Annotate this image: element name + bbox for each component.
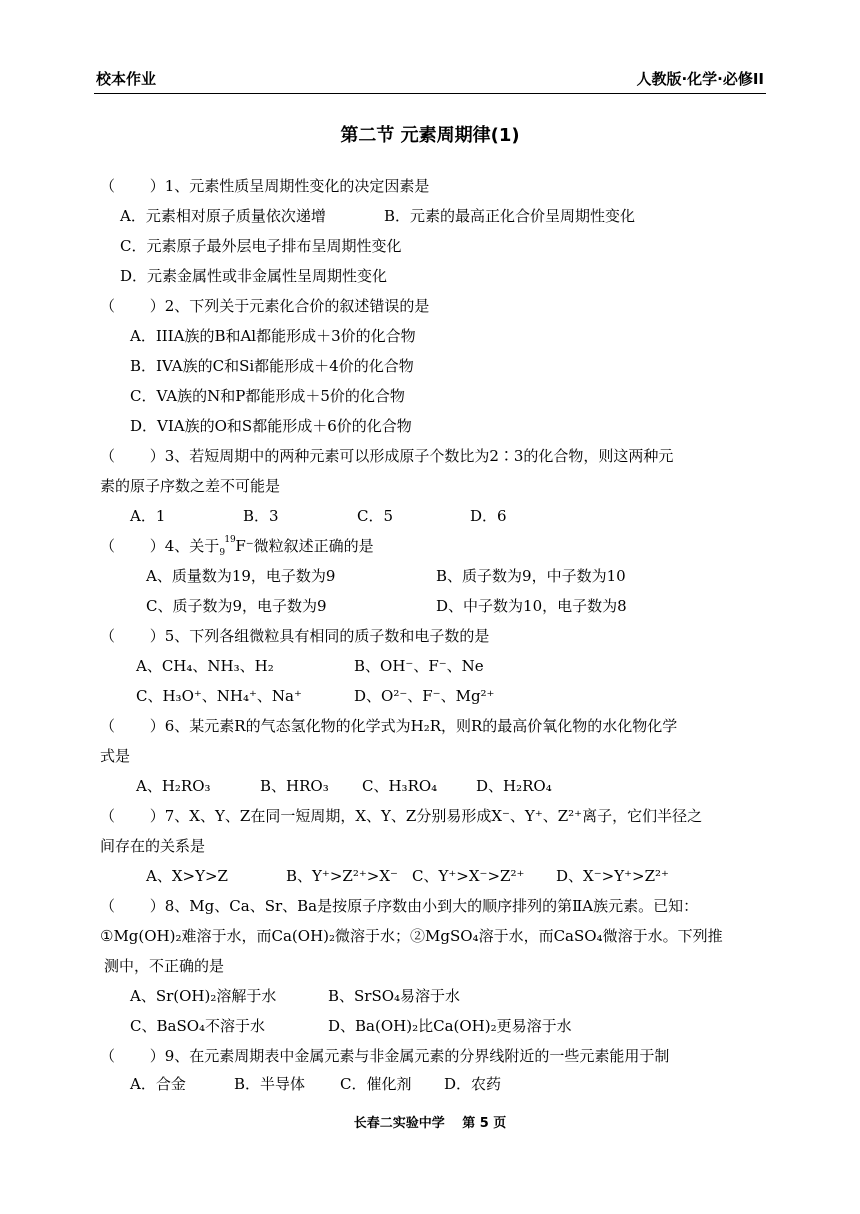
q4-atomic-number: 9 — [219, 548, 226, 558]
q1-option-b: B．元素的最高正化合价呈周期性变化 — [384, 207, 636, 225]
q2-option-b: B．IVA族的C和Si都能形成＋4价的化合物 — [130, 357, 414, 375]
q7-option-a: A、X>Y>Z — [146, 867, 228, 885]
q6-option-b: B、HRO₃ — [260, 777, 329, 795]
q4-option-d: D、中子数为10，电子数为8 — [436, 597, 627, 615]
q7-option-b: B、Y⁺>Z²⁺>X⁻ — [286, 867, 398, 885]
q6-option-a: A、H₂RO₃ — [136, 777, 211, 795]
q9-option-d: D．农药 — [444, 1075, 502, 1093]
q9-option-a: A．合金 — [130, 1075, 186, 1093]
q1-option-c: C．元素原子最外层电子排布呈周期性变化 — [120, 237, 402, 255]
q8-stem-line3: 测中，不正确的是 — [104, 957, 225, 975]
q9-option-b: B．半导体 — [234, 1075, 306, 1093]
q9-option-c: C．催化剂 — [340, 1075, 412, 1093]
q5-option-c: C、H₃O⁺、NH₄⁺、Na⁺ — [136, 687, 302, 705]
q3-option-b: B．3 — [243, 507, 279, 525]
q3-option-c: C．5 — [357, 507, 394, 525]
q8-option-a: A、Sr(OH)₂溶解于水 — [130, 987, 277, 1005]
page-title: 第二节 元素周期律(1) — [340, 125, 520, 146]
q3-stem-line2: 素的原子序数之差不可能是 — [100, 477, 281, 495]
q5-option-b: B、OH⁻、F⁻、Ne — [354, 657, 484, 675]
q2-stem: （ ）2、下列关于元素化合价的叙述错误的是 — [100, 297, 430, 315]
q3-option-a: A．1 — [130, 507, 166, 525]
q2-option-d: D．VIA族的O和S都能形成＋6价的化合物 — [130, 417, 412, 435]
q9-stem: （ ）9、在元素周期表中金属元素与非金属元素的分界线附近的一些元素能用于制 — [100, 1047, 670, 1065]
q3-option-d: D．6 — [470, 507, 507, 525]
q8-option-b: B、SrSO₄易溶于水 — [328, 987, 461, 1005]
q2-option-c: C．VA族的N和P都能形成＋5价的化合物 — [130, 387, 405, 405]
q7-option-c: C、Y⁺>X⁻>Z²⁺ — [412, 867, 525, 885]
header-left: 校本作业 — [96, 70, 157, 88]
q1-option-d: D．元素金属性或非金属性呈周期性变化 — [120, 267, 388, 285]
q4-option-c: C、质子数为9，电子数为9 — [146, 597, 327, 615]
header-divider — [94, 93, 766, 94]
q8-option-c: C、BaSO₄不溶于水 — [130, 1017, 266, 1035]
q7-stem-line1: （ ）7、X、Y、Z在同一短周期，X、Y、Z分别易形成X⁻、Y⁺、Z²⁺离子，它们半径之 — [100, 807, 703, 825]
q8-stem-line2: ①Mg(OH)₂难溶于水，而Ca(OH)₂微溶于水；②MgSO₄溶于水，而CaSO₄微溶于水。下列推 — [100, 927, 723, 945]
header-right: 人教版·化学·必修II — [636, 70, 764, 88]
q5-option-d: D、O²⁻、F⁻、Mg²⁺ — [354, 687, 495, 705]
q6-option-c: C、H₃RO₄ — [362, 777, 438, 795]
q4-mass-number: 19 — [224, 535, 236, 545]
q1-stem: （ ）1、元素性质呈周期性变化的决定因素是 — [100, 177, 430, 195]
q4-option-b: B、质子数为9，中子数为10 — [436, 567, 626, 585]
q7-option-d: D、X⁻>Y⁺>Z²⁺ — [556, 867, 669, 885]
q2-option-a: A．IIIA族的B和Al都能形成＋3价的化合物 — [130, 327, 416, 345]
q1-option-a: A．元素相对原子质量依次递增 — [120, 207, 326, 225]
q4-stem: （ ）4、关于 19 9 F⁻微粒叙述正确的是 — [100, 536, 374, 556]
q6-option-d: D、H₂RO₄ — [476, 777, 552, 795]
q7-stem-line2: 间存在的关系是 — [100, 837, 206, 855]
q8-stem-line1: （ ）8、Mg、Ca、Sr、Ba是按原子序数由小到大的顺序排列的第ⅡA族元素。已知： — [100, 897, 699, 915]
q6-stem-line2: 式是 — [100, 747, 131, 765]
q3-stem-line1: （ ）3、若短周期中的两种元素可以形成原子个数比为2∶3的化合物，则这两种元 — [100, 447, 674, 465]
page-footer: 长春二实验中学 第 5 页 — [353, 1116, 507, 1131]
q5-option-a: A、CH₄、NH₃、H₂ — [136, 657, 274, 675]
q5-stem: （ ）5、下列各组微粒具有相同的质子数和电子数的是 — [100, 627, 490, 645]
q4-option-a: A、质量数为19，电子数为9 — [146, 567, 336, 585]
q6-stem-line1: （ ）6、某元素R的气态氢化物的化学式为H₂R，则R的最高价氧化物的水化物化学 — [100, 717, 678, 735]
q8-option-d: D、Ba(OH)₂比Ca(OH)₂更易溶于水 — [328, 1017, 572, 1035]
